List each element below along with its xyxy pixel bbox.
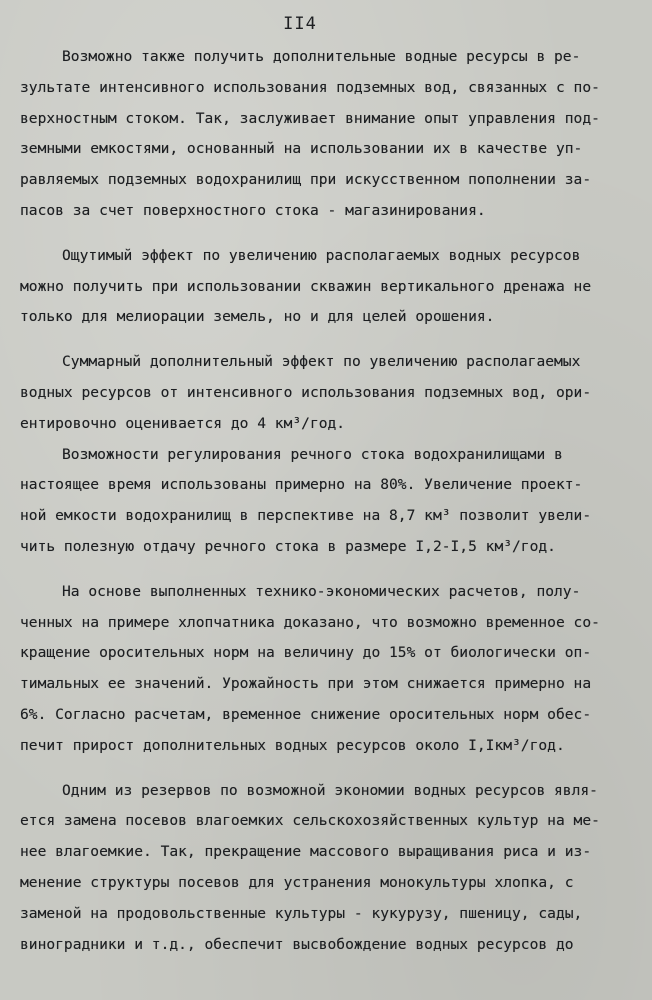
text-line: Ощутимый эффект по увеличению располагаемых водных ресурсов [62,246,581,264]
text-line: ной емкости водохранилищ в перспективе на 8,7 км³ позволит увели- [20,507,592,525]
text-line: Возможно также получить дополнительные водные ресурсы в ре- [62,48,581,65]
text-line: равляемых подземных водохранилищ при искусственном пополнении за- [20,171,592,189]
text-line: кращение оросительных норм на величину до 15% от биологически оп- [20,644,592,662]
text-line: 6%. Согласно расчетам, временное снижение оросительных норм обес- [20,705,592,723]
text-line: водных ресурсов от интенсивного использования подземных вод, ори- [20,383,592,401]
text-line: земными емкостями, основанный на использовании их в качестве уп- [20,140,583,158]
text-line: заменой на продовольственные культуры - кукурузу, пшеницу, сады, [20,904,583,922]
text-line: пасов за счет поверхностного стока - магазинирования. [20,201,486,219]
text-line: Суммарный дополнительный эффект по увеличению располагаемых [62,353,581,371]
paragraph [0,347,652,439]
text-line: ченных на примере хлопчатника доказано, что возможно временное со- [20,613,600,631]
page-number: II4 [283,14,317,34]
text-line: настоящее время использованы примерно на 80%. Увеличение проект- [20,476,583,494]
paragraph [0,440,652,563]
text-line: виноградники и т.д., обеспечит высвобождение водных ресурсов до [20,935,574,953]
text-line: Возможности регулирования речного стока водохранилищами в [62,445,563,463]
paragraph [0,776,652,961]
text-line: ентировочно оценивается до 4 км³/год. [20,414,346,432]
paragraph [0,241,652,333]
text-line: На основе выполненных технико-экономических расчетов, полу- [62,582,581,600]
paragraph [0,42,652,227]
text-line: можно получить при использовании скважин вертикального дренажа не [20,277,592,295]
text-line: чить полезную отдачу речного стока в размере I,2-I,5 км³/год. [20,537,556,555]
text-line: ется замена посевов влагоемких сельскохозяйственных культур на ме- [20,812,600,830]
paragraph [0,577,652,762]
text-line: только для мелиорации земель, но и для целей орошения. [20,308,495,326]
text-line: тимальных ее значений. Урожайность при этом снижается примерно на [20,675,592,693]
text-line: нее влагоемкие. Так, прекращение массового выращивания риса и из- [20,843,592,861]
text-line: Одним из резервов по возможной экономии водных ресурсов явля- [62,781,598,799]
text-line: верхностным стоком. Так, заслуживает внимание опыт управления под- [20,109,600,127]
document-body [0,42,652,960]
text-line: зультате интенсивного использования подземных вод, связанных с по- [20,78,600,96]
text-line: печит прирост дополнительных водных ресурсов около I,Iкм³/год. [20,736,565,754]
text-line: менение структуры посевов для устранения монокультуры хлопка, с [20,873,574,891]
